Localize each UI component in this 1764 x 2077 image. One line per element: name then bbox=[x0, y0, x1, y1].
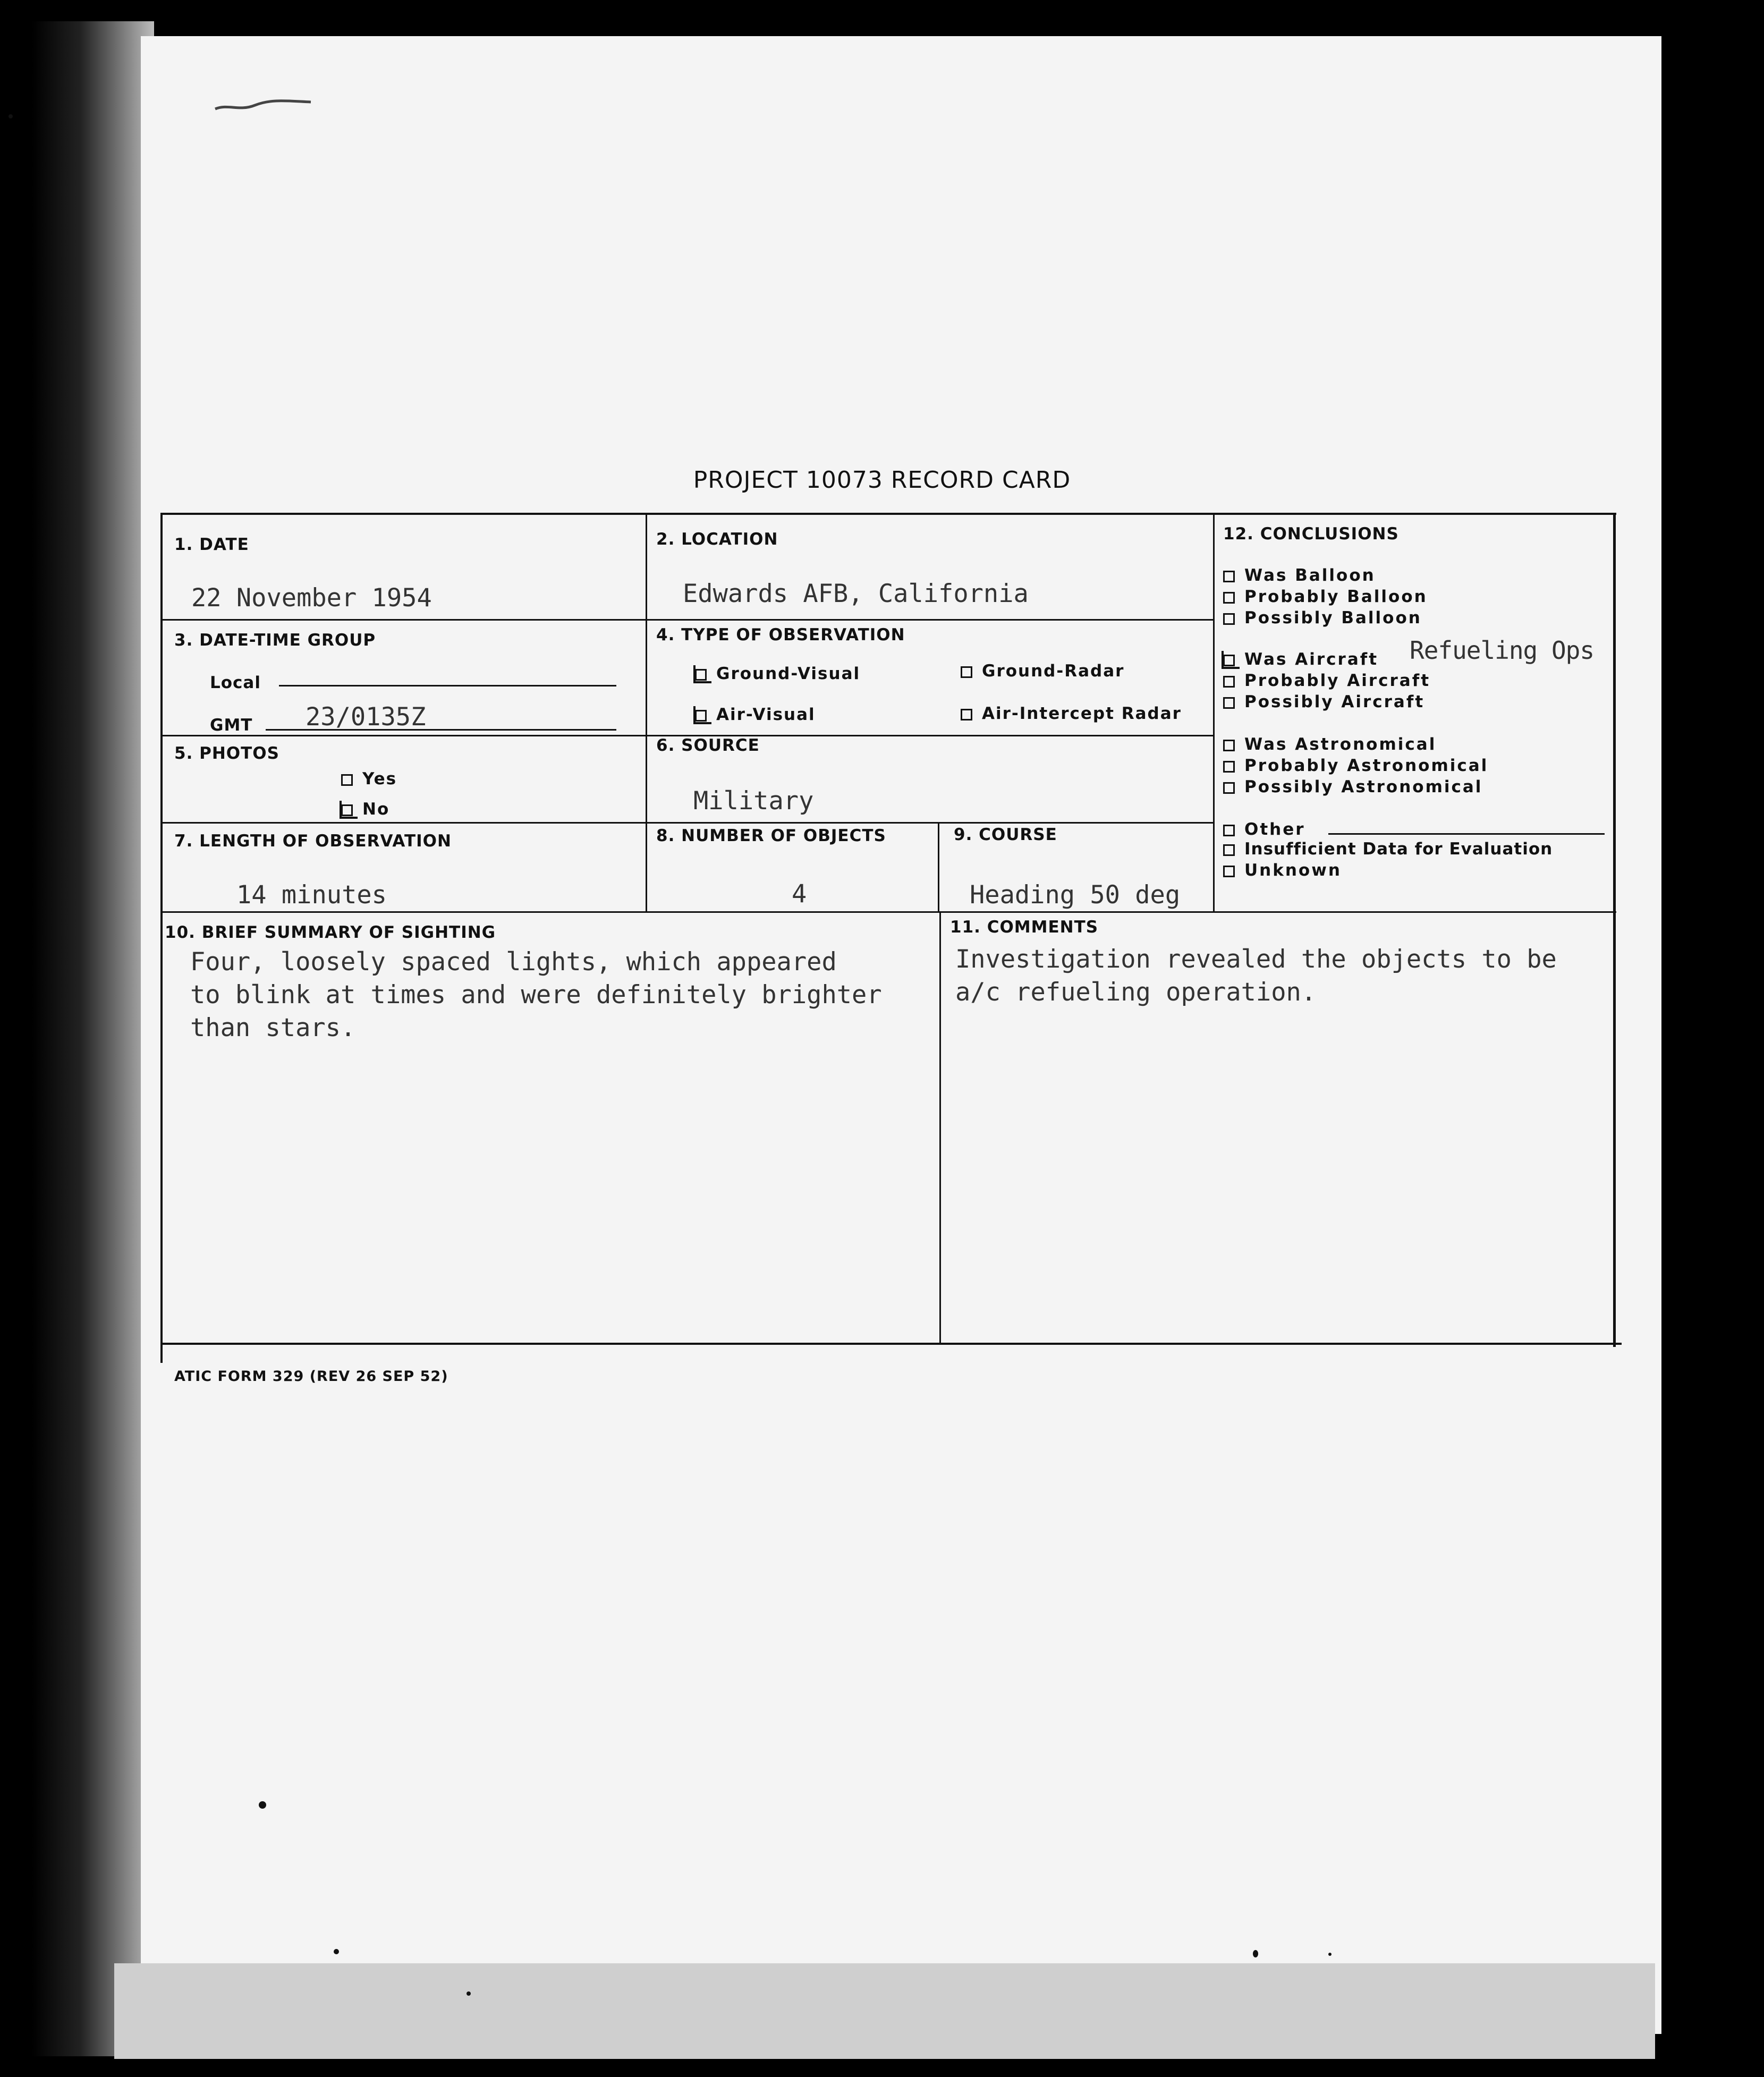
length-of-observation-label: 7. LENGTH OF OBSERVATION bbox=[174, 832, 452, 851]
photos-yes-option bbox=[341, 769, 397, 789]
was-balloon-label: Was Balloon bbox=[1244, 566, 1376, 585]
dust-speck bbox=[467, 1991, 471, 1996]
photos-yes-label: Yes bbox=[362, 769, 397, 789]
air-visual-label: Air-Visual bbox=[716, 705, 816, 724]
card-border-bottom bbox=[160, 1343, 1622, 1345]
divider-v1 bbox=[646, 513, 647, 912]
conclusion-other bbox=[1223, 820, 1305, 839]
photos-yes-checkbox bbox=[341, 774, 353, 786]
divider-h4 bbox=[160, 911, 1616, 913]
divider-h1 bbox=[160, 619, 1214, 621]
other-checkbox bbox=[1223, 825, 1235, 836]
dust-speck bbox=[9, 114, 13, 118]
gmt-label: GMT bbox=[210, 716, 253, 735]
probably-aircraft-label: Probably Aircraft bbox=[1244, 671, 1431, 690]
ground-visual-label: Ground-Visual bbox=[716, 664, 861, 683]
air-visual-checkbox bbox=[695, 710, 707, 722]
conclusion-probably-balloon bbox=[1223, 587, 1428, 606]
conclusion-probably-aircraft bbox=[1223, 671, 1430, 690]
was-astronomical-checkbox bbox=[1223, 740, 1235, 751]
form-id: ATIC FORM 329 (REV 26 SEP 52) bbox=[174, 1368, 448, 1385]
conclusion-insufficient-data bbox=[1223, 840, 1553, 859]
probably-balloon-checkbox bbox=[1223, 592, 1235, 604]
divider-h3 bbox=[160, 822, 1214, 824]
divider-v2 bbox=[1213, 513, 1215, 912]
brief-summary-line: to blink at times and were definitely brighter bbox=[190, 980, 882, 1010]
length-of-observation-value: 14 minutes bbox=[236, 880, 387, 910]
unknown-label: Unknown bbox=[1244, 861, 1342, 880]
comments-line: Investigation revealed the objects to be bbox=[955, 945, 1557, 974]
number-of-objects-label: 8. NUMBER OF OBJECTS bbox=[656, 826, 886, 845]
photos-no-checkbox bbox=[341, 804, 353, 816]
was-aircraft-checkbox bbox=[1223, 655, 1235, 666]
other-label: Other bbox=[1244, 820, 1305, 839]
location-label: 2. LOCATION bbox=[656, 530, 778, 549]
comments-text bbox=[955, 943, 1557, 1009]
photos-no-label: No bbox=[362, 800, 390, 819]
card-border-right bbox=[1613, 513, 1616, 1347]
brief-summary-label: 10. BRIEF SUMMARY OF SIGHTING bbox=[165, 923, 496, 942]
air-intercept-radar-option bbox=[961, 704, 1182, 723]
conclusion-was-astronomical bbox=[1223, 735, 1436, 754]
location-value: Edwards AFB, California bbox=[683, 579, 1029, 608]
probably-astronomical-label: Probably Astronomical bbox=[1244, 756, 1489, 775]
probably-balloon-label: Probably Balloon bbox=[1244, 587, 1428, 606]
was-aircraft-note: Refueling Ops bbox=[1410, 636, 1595, 665]
conclusion-unknown bbox=[1223, 861, 1342, 880]
date-value: 22 November 1954 bbox=[191, 583, 432, 613]
conclusion-possibly-aircraft bbox=[1223, 692, 1424, 711]
date-time-group-label: 3. DATE-TIME GROUP bbox=[174, 631, 376, 650]
local-time-field-line bbox=[279, 685, 616, 686]
source-label: 6. SOURCE bbox=[656, 736, 760, 755]
ground-radar-checkbox bbox=[961, 666, 972, 678]
scan-bottom-strip bbox=[114, 1963, 1655, 2059]
conclusion-possibly-balloon bbox=[1223, 608, 1422, 628]
type-of-observation-label: 4. TYPE OF OBSERVATION bbox=[656, 625, 905, 645]
record-card bbox=[159, 513, 1621, 1363]
air-intercept-radar-label: Air-Intercept Radar bbox=[982, 704, 1182, 723]
scan-edge-shadow bbox=[32, 21, 154, 2056]
unknown-checkbox bbox=[1223, 866, 1235, 877]
photos-no-option bbox=[341, 800, 389, 819]
source-value: Military bbox=[693, 786, 814, 816]
number-of-objects-value: 4 bbox=[792, 879, 807, 909]
pen-mark bbox=[213, 96, 313, 117]
possibly-aircraft-checkbox bbox=[1223, 697, 1235, 709]
conclusion-was-balloon bbox=[1223, 566, 1376, 585]
was-aircraft-label: Was Aircraft bbox=[1244, 650, 1379, 669]
insufficient-data-label: Insufficient Data for Evaluation bbox=[1244, 840, 1553, 859]
photos-label: 5. PHOTOS bbox=[174, 744, 279, 763]
air-intercept-radar-checkbox bbox=[961, 709, 972, 720]
possibly-astronomical-checkbox bbox=[1223, 782, 1235, 794]
other-field-line bbox=[1328, 833, 1605, 835]
local-time-label: Local bbox=[210, 673, 261, 692]
comments-line: a/c refueling operation. bbox=[955, 978, 1317, 1007]
ground-radar-option bbox=[961, 662, 1124, 681]
card-title: PROJECT 10073 RECORD CARD bbox=[693, 467, 1071, 494]
brief-summary-line: than stars. bbox=[190, 1013, 356, 1042]
card-border-top bbox=[160, 513, 1616, 515]
card-border-left bbox=[160, 513, 163, 1363]
probably-astronomical-checkbox bbox=[1223, 761, 1235, 773]
comments-label: 11. COMMENTS bbox=[950, 918, 1099, 937]
conclusion-was-aircraft bbox=[1223, 650, 1378, 669]
possibly-balloon-label: Possibly Balloon bbox=[1244, 608, 1422, 628]
dust-speck bbox=[1253, 1950, 1258, 1957]
ground-radar-label: Ground-Radar bbox=[982, 662, 1125, 681]
brief-summary-line: Four, loosely spaced lights, which appeared bbox=[190, 947, 837, 977]
was-astronomical-label: Was Astronomical bbox=[1244, 735, 1437, 754]
dust-speck bbox=[334, 1949, 339, 1954]
was-balloon-checkbox bbox=[1223, 571, 1235, 582]
ground-visual-checkbox bbox=[695, 669, 707, 681]
conclusions-label: 12. CONCLUSIONS bbox=[1223, 524, 1399, 544]
course-value: Heading 50 deg bbox=[970, 880, 1181, 910]
air-visual-option bbox=[695, 705, 816, 724]
possibly-astronomical-label: Possibly Astronomical bbox=[1244, 777, 1483, 796]
gmt-value: 23/0135Z bbox=[306, 702, 426, 732]
conclusion-probably-astronomical bbox=[1223, 756, 1488, 775]
insufficient-data-checkbox bbox=[1223, 844, 1235, 856]
dust-speck bbox=[259, 1801, 266, 1809]
ground-visual-option bbox=[695, 664, 860, 683]
possibly-balloon-checkbox bbox=[1223, 613, 1235, 625]
divider-v4 bbox=[939, 912, 941, 1344]
possibly-aircraft-label: Possibly Aircraft bbox=[1244, 692, 1425, 711]
dust-speck bbox=[1328, 1953, 1332, 1956]
divider-v3 bbox=[938, 822, 939, 912]
course-label: 9. COURSE bbox=[954, 825, 1057, 844]
brief-summary-text bbox=[190, 946, 882, 1045]
conclusion-possibly-astronomical bbox=[1223, 777, 1482, 796]
probably-aircraft-checkbox bbox=[1223, 676, 1235, 688]
date-label: 1. DATE bbox=[174, 535, 249, 554]
